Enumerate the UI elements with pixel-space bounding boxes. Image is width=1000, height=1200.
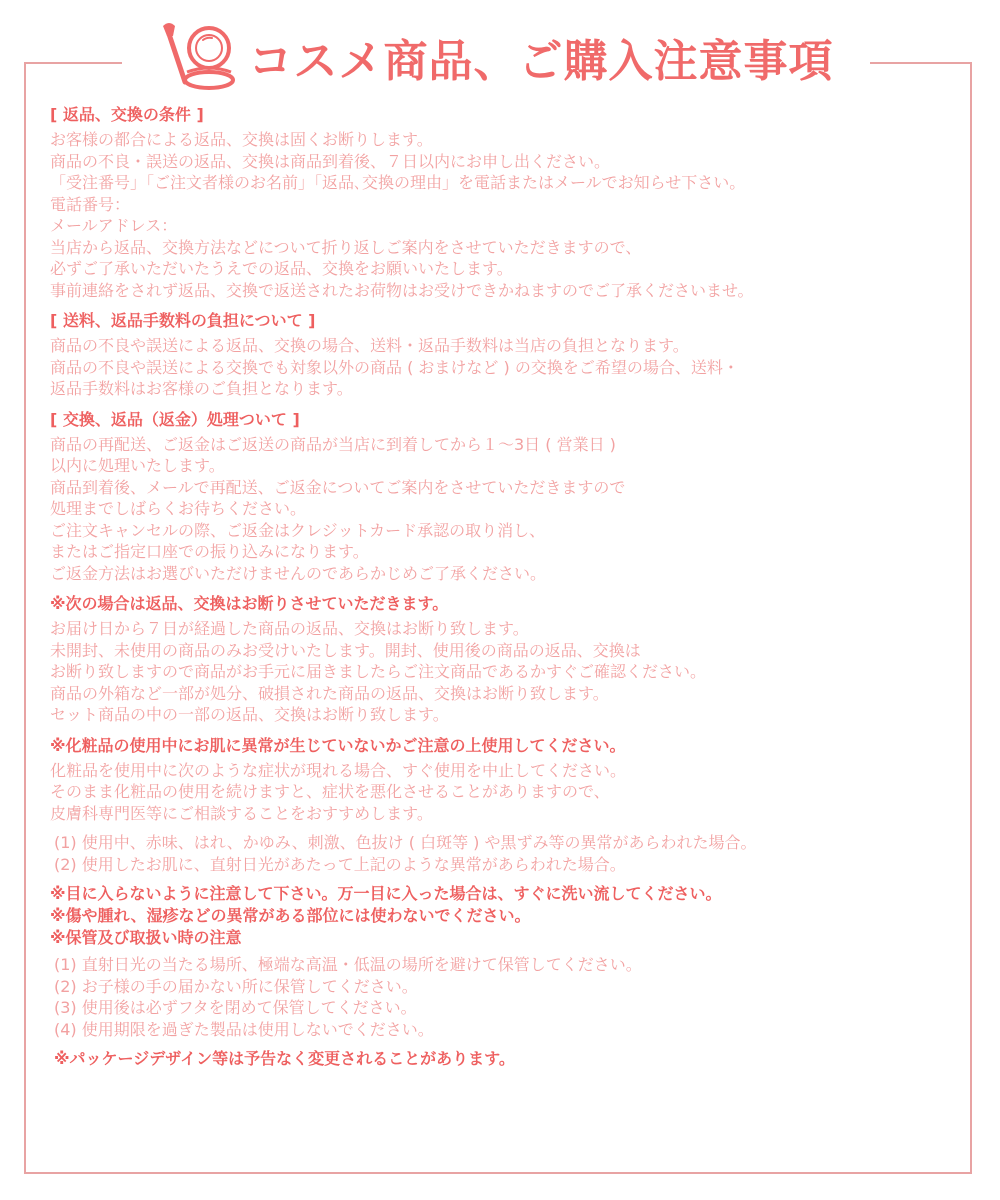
- text-line: 商品の不良や誤送による交換でも対象以外の商品 ( おまけなど ) の交換をご希望の場合、送料・: [50, 357, 739, 377]
- text-line: 以内に処理いたします。: [50, 456, 225, 475]
- page-title: コスメ商品、ご購入注意事項: [248, 36, 834, 87]
- list-item: (2) お子様の手の届かない所に保管してください。: [54, 976, 418, 996]
- text-line: ご返金方法はお選びいただけませんのであらかじめご了承ください。: [50, 563, 547, 583]
- skin-caution-list: [50, 832, 960, 875]
- eye-warning: ※目に入らないように注意して下さい。万一目に入った場合は、すぐに洗い流してください。: [50, 884, 722, 903]
- title-banner: [122, 18, 870, 96]
- email-address-label: メールアドレス：: [50, 216, 178, 235]
- text-line: 皮膚科専門医等にご相談することをおすすめします。: [50, 803, 433, 823]
- package-design-note: ※パッケージデザイン等は予告なく変更されることがあります。: [54, 1049, 515, 1068]
- wound-warning: ※傷や腫れ、湿疹などの異常がある部位には使わないでください。: [50, 906, 531, 925]
- text-line: 処理までしばらくお待ちください。: [50, 499, 307, 518]
- refund-processing-text: [50, 434, 960, 585]
- text-line: お客様の都合による返品、交換は固くお断りします。: [50, 130, 433, 149]
- phone-number-label: 電話番号：: [50, 194, 131, 214]
- text-line: 化粧品を使用中に次のような症状が現れる場合、すぐ使用を中止してください。: [50, 760, 627, 780]
- text-line: セット商品の中の一部の返品、交換はお断り致します。: [50, 705, 449, 724]
- text-line: 返品手数料はお客様のご負担となります。: [50, 379, 353, 398]
- refused-returns-text: [50, 618, 960, 726]
- warnings-block: [50, 883, 960, 949]
- text-line: 商品の不良・誤送の返品、交換は商品到着後、７日以内にお申し出ください。: [50, 151, 611, 171]
- text-line: 必ずご了承いただいたうえでの返品、交換をお願いいたします。: [50, 259, 513, 278]
- notice-content: [50, 100, 960, 1070]
- text-line: 商品の不良や誤送による返品、交換の場合、送料・返品手数料は当店の負担となります。: [50, 336, 689, 355]
- text-line: 「受注番号」「ご注文者様のお名前」「返品､交換の理由」を電話またはメールでお知らせ下さい。: [50, 173, 746, 192]
- section-heading-refund-processing: [ 交換、返品（返金）処理ついて ]: [50, 409, 300, 429]
- text-line: お届け日から７日が経過した商品の返品、交換はお断り致します。: [50, 619, 529, 638]
- list-item: (2) 使用したお肌に、直射日光があたって上記のような異常があらわれた場合。: [54, 854, 626, 874]
- section-heading-refused-returns: ※次の場合は返品、交換はお断りさせていただきます。: [50, 594, 449, 613]
- section-heading-skin-caution: ※化粧品の使用中にお肌に異常が生じていないかご注意の上使用してください。: [50, 735, 626, 755]
- text-line: 当店から返品、交換方法などについて折り返しご案内をさせていただきますので、: [50, 237, 642, 257]
- skin-caution-text: [50, 760, 960, 825]
- text-line: 商品の外箱など一部が処分、破損された商品の返品、交換はお断り致します。: [50, 683, 609, 703]
- section-heading-return-conditions: [ 返品、交換の条件 ]: [50, 105, 204, 124]
- text-line: 商品の再配送、ご返金はご返送の商品が当店に到着してから１〜3日 ( 営業日 ): [50, 434, 616, 454]
- text-line: ご注文キャンセルの際、ご返金はクレジットカード承認の取り消し、: [50, 520, 546, 540]
- storage-list: [50, 954, 960, 1040]
- list-item: (1) 直射日光の当たる場所、極端な高温・低温の場所を避けて保管してください。: [54, 955, 642, 974]
- text-line: お断り致しますので商品がお手元に届きましたらご注文商品であるかすぐご確認ください。: [50, 662, 707, 681]
- text-line: またはご指定口座での振り込みになります。: [50, 542, 369, 561]
- section-heading-shipping-fees: [ 送料、返品手数料の負担について ]: [50, 311, 316, 330]
- cosmetic-brush-compact-icon: [159, 20, 237, 94]
- shipping-fees-text: [50, 335, 960, 400]
- list-item: (1) 使用中、赤味、はれ、かゆみ、刺激、色抜け ( 白斑等 ) や黒ずみ等の異常があらわれた場合。: [54, 833, 757, 852]
- text-line: 商品到着後、メールで再配送、ご返金についてご案内をさせていただきますので: [50, 477, 626, 497]
- list-item: (3) 使用後は必ずフタを閉めて保管してください。: [54, 998, 417, 1017]
- text-line: そのまま化粧品の使用を続けますと、症状を悪化させることがありますので、: [50, 782, 610, 801]
- storage-heading: ※保管及び取扱い時の注意: [50, 928, 242, 947]
- list-item: (4) 使用期限を過ぎた製品は使用しないでください。: [54, 1019, 434, 1039]
- return-conditions-text: [50, 129, 960, 301]
- text-line: 未開封、未使用の商品のみお受けいたします。開封、使用後の商品の返品、交換は: [50, 640, 641, 660]
- text-line: 事前連絡をされず返品、交換で返送されたお荷物はお受けできかねますのでご了承くださいませ。: [50, 280, 754, 300]
